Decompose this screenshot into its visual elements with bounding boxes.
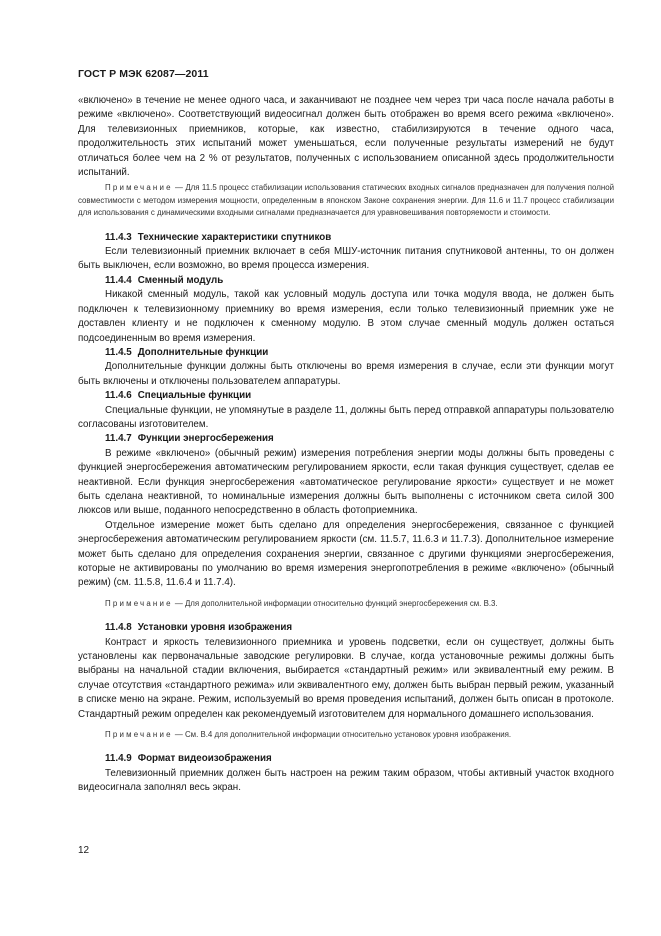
section-text-11-4-5: Дополнительные функции должны быть отключены во время измерения в случае, если эти функции могут быть включены и отключены пользователем аппаратуры. — [78, 361, 614, 387]
section-heading-11-4-6 — [78, 389, 614, 403]
section-number: 11.4.5 — [105, 346, 132, 358]
section-text-11-4-3: Если телевизионный приемник включает в себя МШУ-источник питания спутниковой антенны, то он должен быть выключен, если возможно, во время процесса измерения. — [78, 246, 614, 272]
section-number: 11.4.9 — [105, 753, 132, 765]
note-energy-saving — [78, 598, 614, 610]
section-number: 11.4.7 — [105, 433, 132, 445]
page-number: 12 — [78, 845, 90, 856]
section-heading-11-4-3 — [78, 231, 614, 245]
section-text-11-4-4: Никакой сменный модуль, такой как условный модуль доступа или точка модуля ввода, не должен быть подключен к телевизионному приемнику во время измерения, если только телевизионный приемник уже не доставлен клиенту и не подключен к сменному модулю. В этом случае сменный модуль должен остаться подсоединенным во время измерения. — [78, 289, 614, 344]
section-heading-11-4-9 — [78, 752, 614, 766]
note-text: — Для дополнительной информации относительно функций энергосбережения см. В.3. — [172, 598, 498, 608]
section-number: 11.4.4 — [105, 274, 132, 286]
section-title: Сменный модуль — [137, 274, 224, 286]
section-text-11-4-6: Специальные функции, не упомянутые в разделе 11, должны быть перед отправкой аппаратуры пользователю согласованы изготовителем. — [78, 404, 614, 430]
section-heading-11-4-7 — [78, 432, 614, 446]
section-title: Технические характеристики спутников — [137, 231, 332, 243]
note-text: — Для 11.5 процесс стабилизации использования статических входных сигналов предназначен для получения полной совместимости с методом измерения мощности, определенным в японском Законе сохранения энергии. Для 11.6 и 11.7 процесс стабилизации для использования с динамическими входными сигналами предназначается для уравновешивания повторяемости и стоимости. — [78, 183, 614, 218]
section-number: 11.4.6 — [105, 390, 132, 402]
note-image-settings — [78, 729, 614, 741]
section-text-11-4-7-p2: Отдельное измерение может быть сделано для определения энергосбережения, связанное с функцией энергосбережения автоматическим регулированием яркости (см. 11.5.7, 11.6.3 и 11.7.3). Дополнительное измерение может быть сделано для определения сохранения энергии, связанное с другими функциями энергосбережения, которые не активированы по умолчанию во время измерения энергопотребления в режиме «включено» (обычный режим) (см. 11.5.8, 11.6.4 и 11.7.4). — [78, 519, 614, 589]
note-label: Примечание — [105, 598, 173, 608]
section-number: 11.4.3 — [105, 231, 132, 243]
section-heading-11-4-4 — [78, 274, 614, 288]
section-title: Дополнительные функции — [137, 346, 269, 358]
note-label: Примечание — [105, 183, 173, 193]
section-title: Установки уровня изображения — [137, 622, 293, 634]
section-title: Формат видеоизображения — [137, 753, 272, 765]
note-stabilization — [78, 182, 614, 219]
section-text-11-4-7-p1: В режиме «включено» (обычный режим) измерения потребления энергии моды должны быть проведены с функцией энергосбережения автоматическим регулированием яркости, если такая функция существует, сделав ее неактивной. Если функция энергосбережения «автоматическое регулирование яркости» существует и не может быть сделана неактивной, то номинальные измерения должны быть выполнены с источником света силой 300 люксов или выше, поданного непосредственно в область фотоприемника. — [78, 447, 614, 517]
note-label: Примечание — [105, 730, 173, 740]
section-heading-11-4-8 — [78, 621, 614, 635]
section-title: Специальные функции — [137, 390, 252, 402]
page-header: ГОСТ Р МЭК 62087—2011 — [78, 68, 209, 80]
section-number: 11.4.8 — [105, 622, 132, 634]
note-text: — См. В.4 для дополнительной информации относительно установок уровня изображения. — [172, 730, 512, 740]
section-heading-11-4-5 — [78, 346, 614, 360]
intro-paragraph: «включено» в течение не менее одного часа, и заканчивают не позднее чем через три часа после начала работы в режиме «включено». Соответствующий видеосигнал должен быть отображен во время всего режима «включено». Для телевизионных приемников, которые, как известно, стабилизируются в течение одного часа, продолжительность этих испытаний может уменьшаться, если полученные результаты измерений не будут отличаться более чем на 2 % от результатов, полученных с использованием описанной здесь продолжительности испытаний. — [78, 95, 614, 179]
section-title: Функции энергосбережения — [137, 433, 274, 445]
section-text-11-4-8: Контраст и яркость телевизионного приемника и уровень подсветки, если он существует, должны быть установлены как первоначальные заводские регулировки. В случае, когда установочные режимы должны быть выбраны на начальной стадии включения, выбирается «стандартный режим» или эквивалентный ему режим. В случае отсутствия «стандартного режима» или эквивалентного ему, должен быть выбран первый режим, указанный в списке меню на экране. Режим, используемый во время проведения испытаний, должен быть описан в протоколе. Стандартный режим определен как рекомендуемый изготовителем для нормального домашнего использования. — [78, 636, 614, 720]
page-content — [78, 94, 614, 796]
section-text-11-4-9: Телевизионный приемник должен быть настроен на режим таким образом, чтобы активный участок входного видеосигнала заполнял весь экран. — [78, 767, 614, 794]
